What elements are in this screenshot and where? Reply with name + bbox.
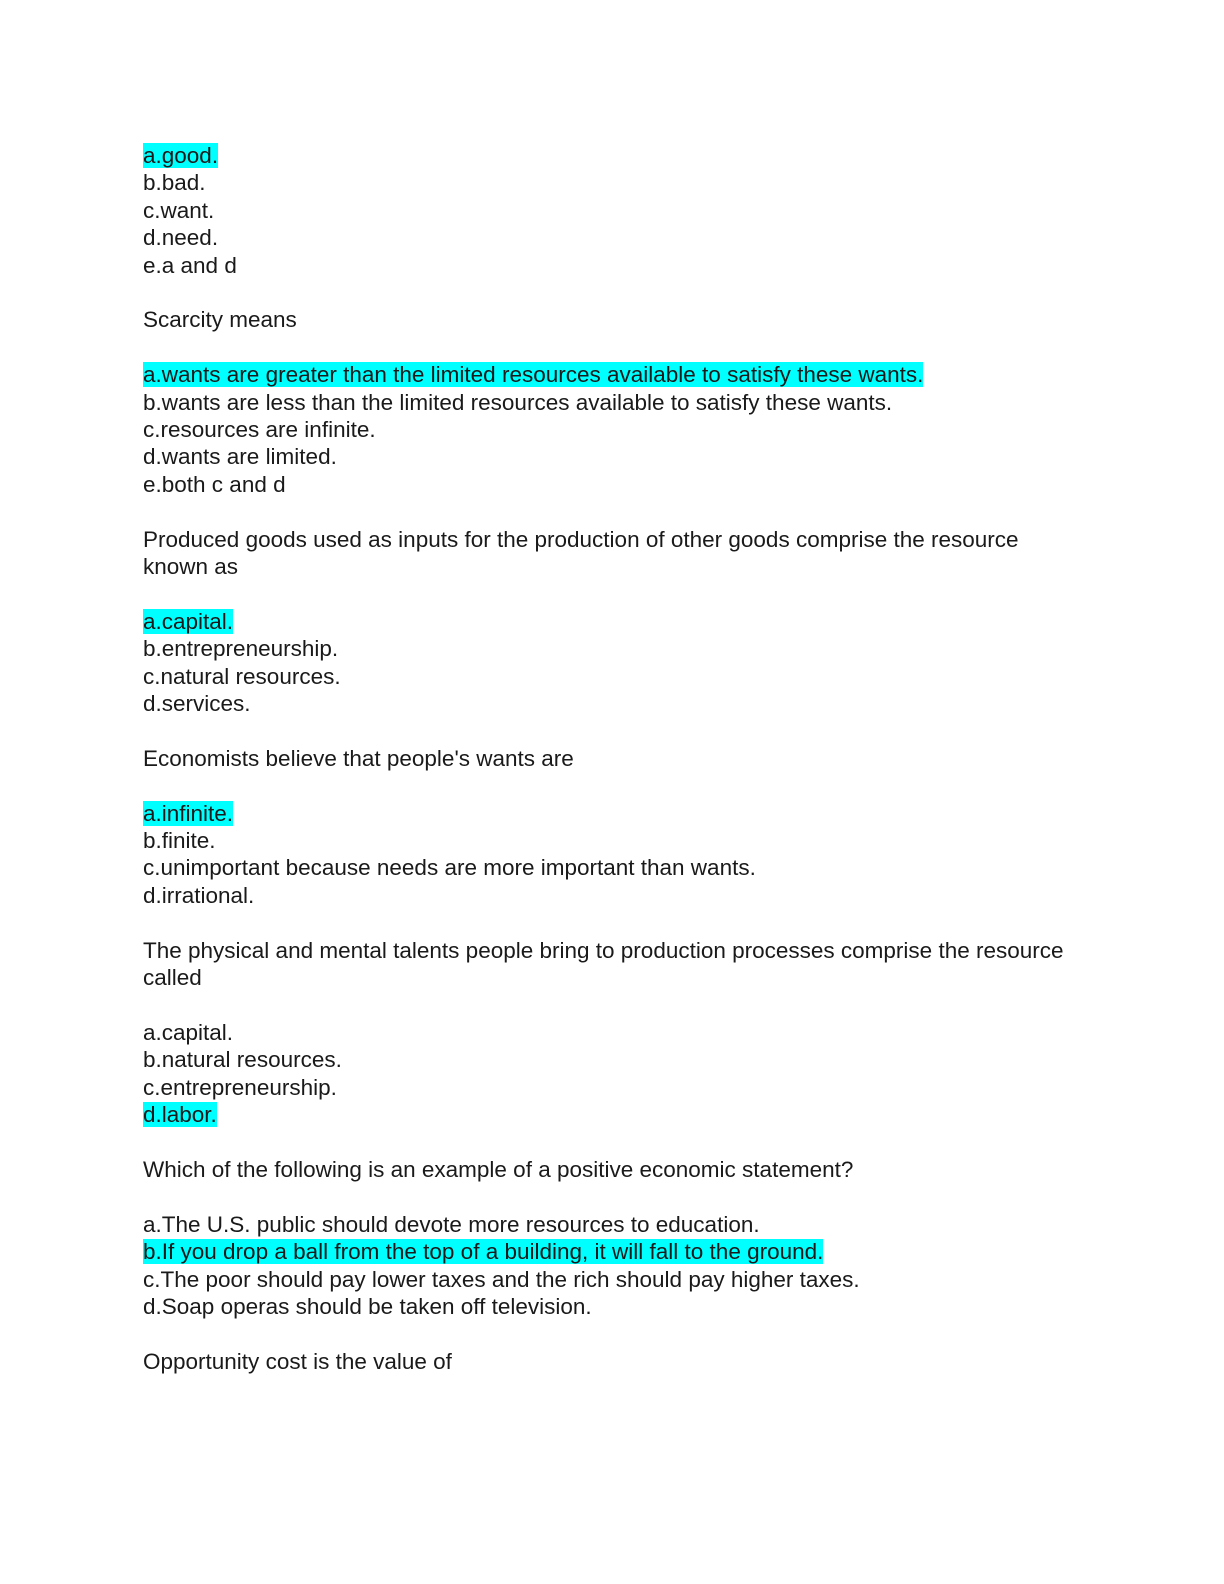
answer-option (143, 1293, 1083, 1320)
answer-option (143, 882, 1083, 909)
answer-option-text: d.irrational. (143, 882, 255, 908)
answer-option-text: a.good. (143, 143, 219, 168)
answer-option-text: a.The U.S. public should devote more resources to education. (143, 1211, 760, 1237)
answer-option (143, 416, 1083, 443)
answer-option-text: c.The poor should pay lower taxes and the rich should pay higher taxes. (143, 1266, 860, 1292)
question-block-3 (143, 745, 1083, 909)
answer-option (143, 169, 1083, 196)
answer-option (143, 827, 1083, 854)
answer-option (143, 252, 1083, 279)
answer-option (143, 690, 1083, 717)
answer-option (143, 1211, 1083, 1238)
answer-option (143, 663, 1083, 690)
answer-option-text: c.entrepreneurship. (143, 1074, 337, 1100)
answer-option-text: b.natural resources. (143, 1047, 342, 1073)
answer-option-text: a.capital. (143, 1019, 234, 1045)
question-text: Scarcity means (143, 307, 297, 333)
answer-option-text: c.resources are infinite. (143, 417, 376, 443)
answer-option-text: d.Soap operas should be taken off television. (143, 1293, 592, 1319)
document-page (143, 142, 1083, 1403)
answer-option-text: c.natural resources. (143, 663, 341, 689)
answer-option-text: b.finite. (143, 828, 216, 854)
answer-option (143, 471, 1083, 498)
answer-option (143, 1019, 1083, 1046)
question-text: Which of the following is an example of a positive economic statement? (143, 1156, 854, 1182)
question-text: Economists believe that people's wants are (143, 745, 574, 771)
answer-option (143, 224, 1083, 251)
answer-option (143, 635, 1083, 662)
answer-option (143, 608, 1083, 635)
answer-option (143, 1074, 1083, 1101)
question-block-0 (143, 142, 1083, 279)
answer-option-text: b.If you drop a ball from the top of a building, it will fall to the ground. (143, 1239, 824, 1265)
answer-option-text: d.need. (143, 225, 219, 251)
answer-option (143, 1101, 1083, 1128)
answer-option-text: d.labor. (143, 1102, 217, 1128)
answer-option-text: d.services. (143, 691, 251, 717)
question-text: Produced goods used as inputs for the production of other goods comprise the resource known as (143, 526, 1019, 580)
question-block-2 (143, 526, 1083, 718)
answer-option-text: c.unimportant because needs are more important than wants. (143, 855, 756, 881)
answer-option-text: b.entrepreneurship. (143, 636, 339, 662)
answer-option-text: a.infinite. (143, 800, 234, 826)
answer-option (143, 800, 1083, 827)
answer-option-text: c.want. (143, 197, 215, 223)
question-block-6 (143, 1348, 1083, 1375)
answer-option-text: a.wants are greater than the limited resources available to satisfy these wants. (143, 362, 924, 388)
question-block-4 (143, 937, 1083, 1129)
question-block-5 (143, 1156, 1083, 1320)
answer-option (143, 1046, 1083, 1073)
answer-option (143, 443, 1083, 470)
answer-option (143, 1266, 1083, 1293)
answer-option-text: a.capital. (143, 608, 234, 634)
answer-option (143, 361, 1083, 388)
answer-option-text: b.wants are less than the limited resources available to satisfy these wants. (143, 389, 893, 415)
question-text: Opportunity cost is the value of (143, 1348, 452, 1374)
answer-option (143, 389, 1083, 416)
answer-option (143, 142, 1083, 169)
answer-option (143, 197, 1083, 224)
answer-option-text: d.wants are limited. (143, 444, 337, 470)
answer-option (143, 854, 1083, 881)
question-block-1 (143, 306, 1083, 498)
question-text: The physical and mental talents people bring to production processes comprise the resource called (143, 937, 1064, 991)
answer-option-text: e.both c and d (143, 471, 286, 497)
answer-option-text: b.bad. (143, 170, 206, 196)
answer-option-text: e.a and d (143, 252, 237, 278)
answer-option (143, 1238, 1083, 1265)
